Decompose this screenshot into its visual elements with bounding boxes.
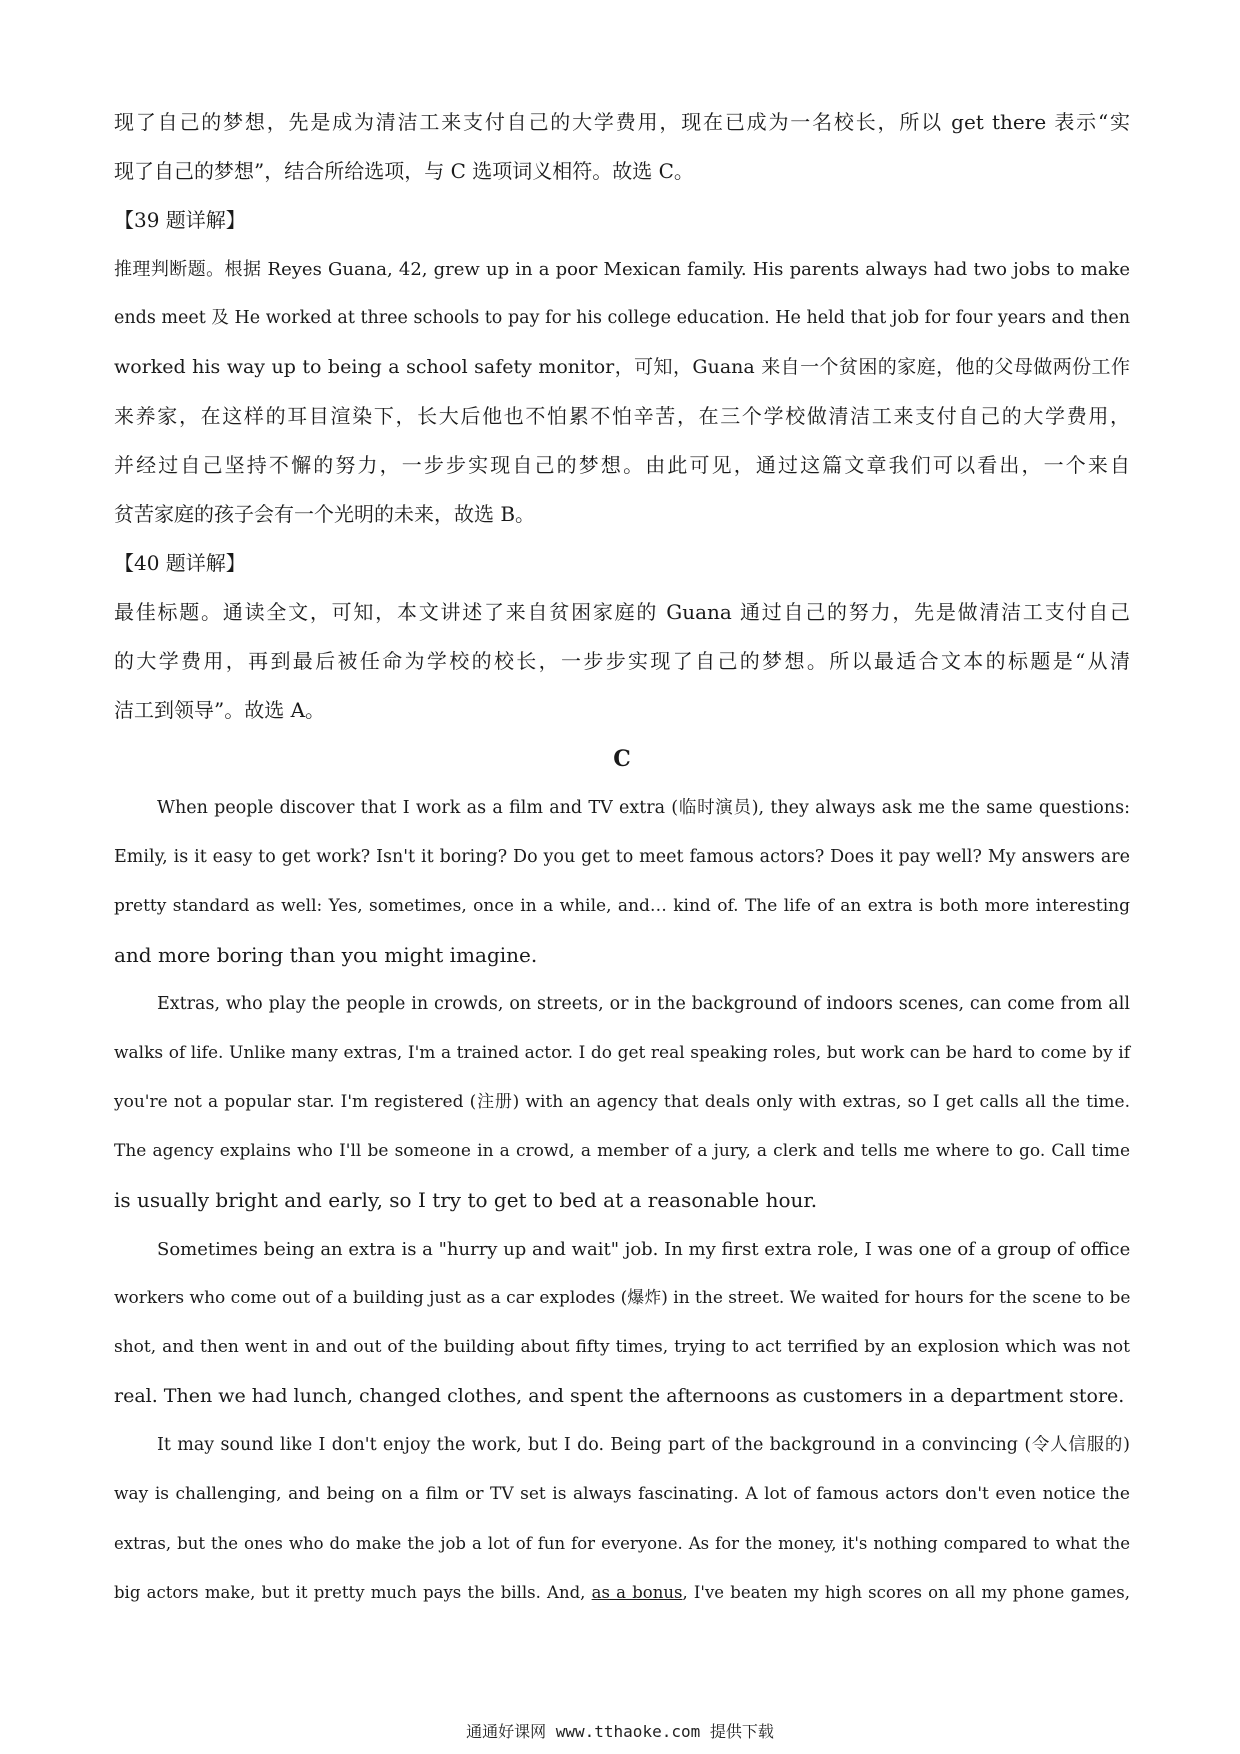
paragraph-line-last xyxy=(114,1568,1130,1617)
paragraph-line: pretty standard as well: Yes, sometimes, once in a while, and… kind of. The life of an extra is both more interesting xyxy=(114,896,1130,916)
paragraph-line: workers who come out of a building just as a car explodes (爆炸) in the street. We waited for hours for the scene to be xyxy=(114,1288,1131,1308)
passage-section-label: C xyxy=(613,746,631,772)
paragraph-line: The agency explains who I'll be someone in a crowd, a member of a jury, a clerk and tells me where to go. Call time xyxy=(114,1141,1130,1161)
q39-heading: 【39 题详解】 xyxy=(114,208,246,232)
paragraph-line: When people discover that I work as a film and TV extra (临时演员), they always ask me the same questions: xyxy=(157,798,1130,818)
paragraph-line: extras, but the ones who do make the job a lot of fun for everyone. As for the money, it's nothing compared to what the xyxy=(114,1534,1130,1553)
paragraph-line: way is challenging, and being on a film or TV set is always fascinating. A lot of famous actors don't even notice the xyxy=(114,1484,1130,1504)
q39-explanation-line-3: worked his way up to being a school safety monitor，可知，Guana 来自一个贫困的家庭，他的父母做两份工作 xyxy=(114,356,1130,378)
paragraph-line: Extras, who play the people in crowds, on streets, or in the background of indoors scenes, can come from all xyxy=(157,994,1130,1014)
q40-explanation-line-1: 最佳标题。通读全文，可知，本文讲述了来自贫困家庭的 Guana 通过自己的努力，先是做清洁工支付自己 xyxy=(114,600,1130,624)
q39-explanation-line-4: 来养家，在这样的耳目渲染下，长大后他也不怕累不怕辛苦，在三个学校做清洁工来支付自己的大学费用， xyxy=(114,404,1130,428)
q38-explanation-line-2: 现了自己的梦想”，结合所给选项，与 C 选项词义相符。故选 C。 xyxy=(114,159,694,183)
paragraph-line: shot, and then went in and out of the building about fifty times, trying to act terrified by an explosion which was not xyxy=(114,1337,1130,1357)
q40-explanation-line-2: 的大学费用，再到最后被任命为学校的校长，一步步实现了自己的梦想。所以最适合文本的标题是“从清 xyxy=(114,649,1130,673)
paragraph-line: and more boring than you might imagine. xyxy=(114,943,538,967)
underlined-phrase: as a bonus xyxy=(591,1583,683,1602)
paragraph-line: Emily, is it easy to get work? Isn't it boring? Do you get to meet famous actors? Does it pay well? My answers are xyxy=(114,847,1130,867)
q39-explanation-line-6: 贫苦家庭的孩子会有一个光明的未来，故选 B。 xyxy=(114,502,536,526)
paragraph-line: is usually bright and early, so I try to get to bed at a reasonable hour. xyxy=(114,1188,818,1212)
passage-paragraph-1 xyxy=(114,784,1130,980)
paragraph-text: , I've beaten my high scores on all my phone games, xyxy=(682,1583,1130,1602)
paragraph-line: real. Then we had lunch, changed clothes, and spent the afternoons as customers in a department store. xyxy=(114,1385,1125,1407)
paragraph-text: big actors make, but it pretty much pays the bills. And, xyxy=(114,1583,592,1602)
passage-paragraph-4 xyxy=(114,1421,1130,1617)
paragraph-line: Sometimes being an extra is a "hurry up and wait" job. In my first extra role, I was one of a group of office xyxy=(157,1239,1131,1260)
document-page xyxy=(114,98,1130,1617)
paragraph-line: It may sound like I don't enjoy the work, but I do. Being part of the background in a convincing (令人信服的) xyxy=(157,1435,1130,1455)
passage-paragraph-2 xyxy=(114,980,1130,1225)
q38-explanation-line-1: 现了自己的梦想，先是成为清洁工来支付自己的大学费用，现在已成为一名校长，所以 get there 表示“实 xyxy=(114,110,1130,134)
page-footer: 通通好课网 www.tthaoke.com 提供下载 xyxy=(466,1722,774,1741)
q39-explanation-line-5: 并经过自己坚持不懈的努力，一步步实现自己的梦想。由此可见，通过这篇文章我们可以看出，一个来自 xyxy=(114,453,1130,477)
q40-explanation-line-3: 洁工到领导”。故选 A。 xyxy=(114,698,326,722)
passage-paragraph-3 xyxy=(114,1225,1130,1421)
paragraph-line: you're not a popular star. I'm registered (注册) with an agency that deals only with extras, so I get calls all the time. xyxy=(114,1092,1130,1112)
q39-explanation-line-1: 推理判断题。根据 Reyes Guana, 42, grew up in a poor Mexican family. His parents always had two jobs to make xyxy=(114,259,1130,280)
q39-explanation-line-2: ends meet 及 He worked at three schools to pay for his college education. He held that job for four years and then xyxy=(114,308,1130,328)
paragraph-line: walks of life. Unlike many extras, I'm a trained actor. I do get real speaking roles, but work can be hard to come by if xyxy=(114,1043,1130,1063)
q40-heading: 【40 题详解】 xyxy=(114,551,246,575)
